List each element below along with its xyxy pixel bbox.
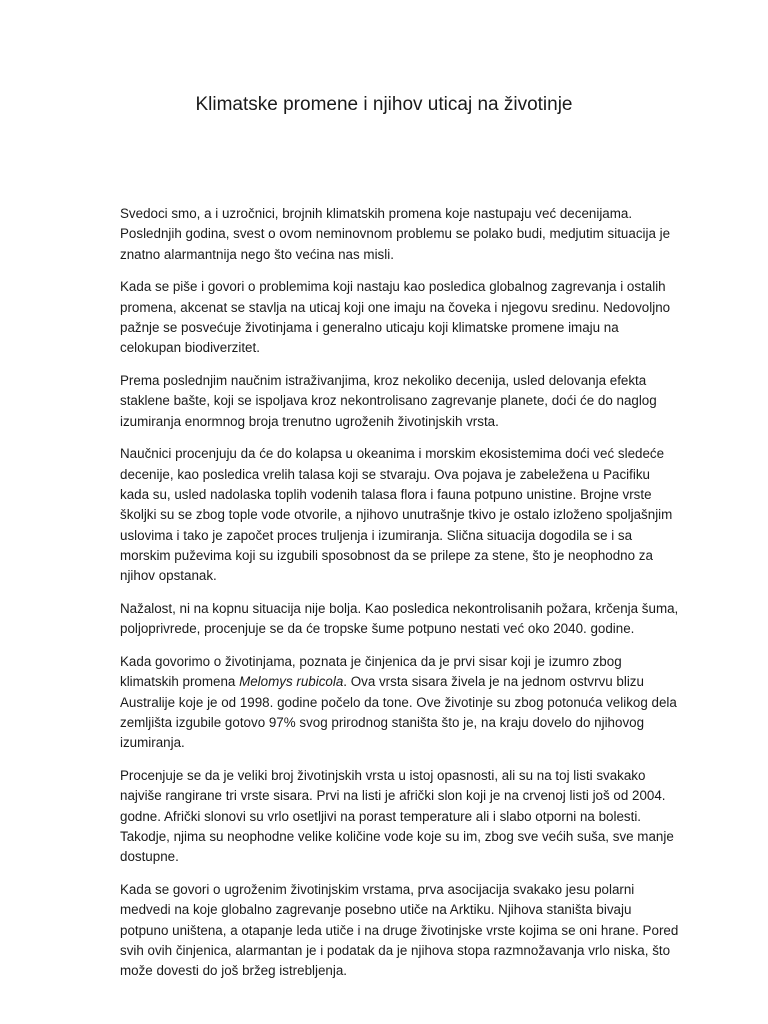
paragraph-1: Svedoci smo, a i uzročnici, brojnih klimatskih promena koje nastupaju već decenijama. Poslednjih godina, svest o ovom neminovnom problemu se polako budi, medjutim situacija je znatno alarmantnija nego što većina nas misli. (120, 206, 671, 262)
document-title: Klimatske promene i njihov uticaj na životinje (195, 94, 573, 115)
paragraph-3: Prema poslednjim naučnim istraživanjima, kroz nekoliko decenija, usled delovanja efekta staklene bašte, koji se ispoljava kroz nekontrolisano zagrevanje planete, doći će do naglog izumiranja enormnog broja trenutno ugroženih životinjskih vrsta. (120, 373, 657, 429)
paragraph-7: Procenjuje se da je veliki broj životinjskih vrsta u istoj opasnosti, ali su na toj listi svakako najviše rangirane tri vrste sisara. Prvi na listi je afrički slon koji je na crvenoj listi još od 2004. godne. Afrički slonovi su vrlo osetljivi na porast temperature ali i slabo otporni na bolesti. Takodje, njima su neophodne velike količine vode koje su im, zbog sve većih suša, sve manje dostupne. (120, 768, 674, 865)
document-body (120, 204, 680, 994)
paragraph-6-intro: Kada govorimo o životinjama, poznata je činjenica da je prvi sisar koji je izumro zbog klimatskih promena (120, 654, 622, 690)
paragraph-5: Nažalost, ni na kopnu situacija nije bolja. Kao posledica nekontrolisanih požara, krčenja šuma, poljoprivrede, procenjuje se da će tropske šume potpuno nestati već oko 2040. godine. (120, 601, 679, 637)
paragraph-8: Kada se govori o ugroženim životinjskim vrstama, prva asocijacija svakako jesu polarni medvedi na koje globalno zagrevanje posebno utiče na Arktiku. Njihova staništa bivaju potpuno uništena, a otapanje leda utiče i na druge životinjske vrste kojima se oni hrane. Pored svih ovih činjenica, alarmantan je i podatak da je njihova stopa razmnožavanja vrlo niska, što može dovesti do još bržeg istrebljenja. (120, 882, 679, 979)
paragraph-6 (120, 652, 680, 753)
species-name: Melomys rubicola (239, 674, 344, 690)
paragraph-6-rest: . Ova vrsta sisara živela je na jednom ostvrvu blizu Australije koje je od 1998. godine počelo da tone. Ove životinje su zbog potonuća velikog dela zemljišta izgubile gotovo 97% svog prirodnog staništa što je, na kraju dovelo do njihovog izumiranja. (120, 674, 677, 751)
paragraph-2: Kada se piše i govori o problemima koji nastaju kao posledica globalnog zagrevanja i ostalih promena, akcenat se stavlja na uticaj koji one imaju na čoveka i njegovu sredinu. Nedovoljno pažnje se posvećuje životinjama i generalno uticaju koji klimatske promene imaju na celokupan biodiverzitet. (120, 279, 671, 356)
paragraph-4: Naučnici procenjuju da će do kolapsa u okeanima i morskim ekosistemima doći već sledeće decenije, kao posledica vrelih talasa koji se stvaraju. Ova pojava je zabeležena u Pacifiku kada su, usled nadolaska toplih vodenih talasa flora i fauna potpuno unistine. Brojne vrste školjki su se zbog tople vode otvorile, a njihovo unutrašnje tkivo je ostalo izloženo spoljašnjim uslovima i tako je započet proces truljenja i izumiranja. Slična situacija dogodila se i sa morskim puževima koji su izgubili sposobnost da se prilepe za stene, što je neophodno za njihov opstanak. (120, 446, 673, 584)
